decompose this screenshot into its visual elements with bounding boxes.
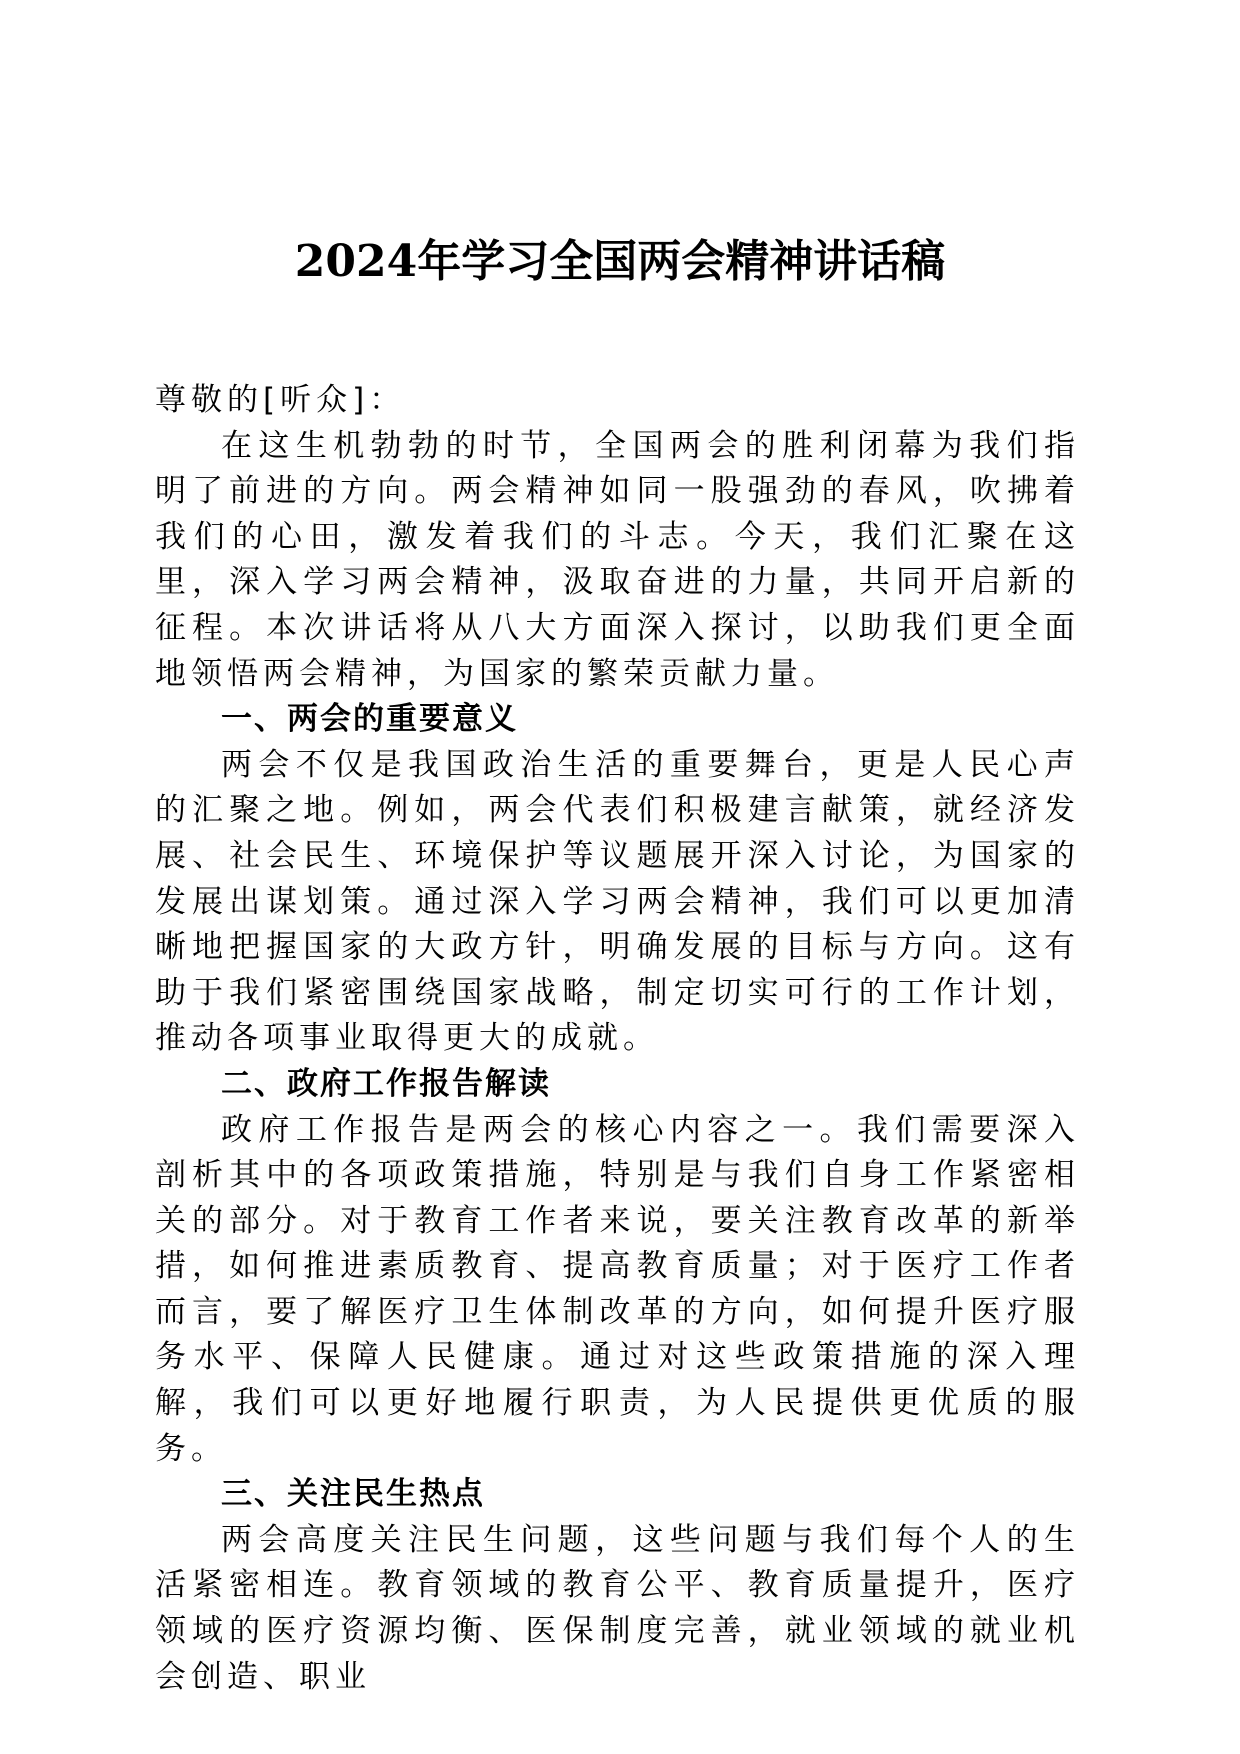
salutation: 尊敬的[听众]： [155, 382, 406, 418]
section-heading-1: 一、两会的重要意义 [221, 701, 518, 738]
section-paragraph-3: 两会高度关注民生问题，这些问题与我们每个人的生活紧密相连。教育领域的教育公平、教育质量提升，医疗领域的医疗资源均衡、医保制度完善，就业领域的就业机会创造、职业 [155, 1521, 1080, 1695]
section-paragraph-1: 两会不仅是我国政治生活的重要舞台，更是人民心声的汇聚之地。例如，两会代表们积极建言献策，就经济发展、社会民生、环境保护等议题展开深入讨论，为国家的发展出谋划策。通过深入学习两会精神，我们可以更加清晰地把握国家的大政方针，明确发展的目标与方向。这有助于我们紧密围绕国家战略，制定切实可行的工作计划，推动各项事业取得更大的成就。 [155, 746, 1080, 1057]
intro-paragraph: 在这生机勃勃的时节，全国两会的胜利闭幕为我们指明了前进的方向。两会精神如同一股强劲的春风，吹拂着我们的心田，激发着我们的斗志。今天，我们汇聚在这里，深入学习两会精神，汲取奋进的力量，共同开启新的征程。本次讲话将从八大方面深入探讨，以助我们更全面地领悟两会精神，为国家的繁荣贡献力量。 [155, 427, 1080, 692]
document-title: 2024年学习全国两会精神讲话稿 [294, 236, 946, 287]
section-heading-2: 二、政府工作报告解读 [221, 1065, 551, 1102]
section-paragraph-2: 政府工作报告是两会的核心内容之一。我们需要深入剖析其中的各项政策措施，特别是与我们自身工作紧密相关的部分。对于教育工作者来说，要关注教育改革的新举措，如何推进素质教育、提高教育质量；对于医疗工作者而言，要了解医疗卫生体制改革的方向，如何提升医疗服务水平、保障人民健康。通过对这些政策措施的深入理解，我们可以更好地履行职责，为人民提供更优质的服务。 [155, 1111, 1080, 1467]
section-heading-3: 三、关注民生热点 [221, 1476, 485, 1513]
document-body [155, 378, 1080, 1700]
